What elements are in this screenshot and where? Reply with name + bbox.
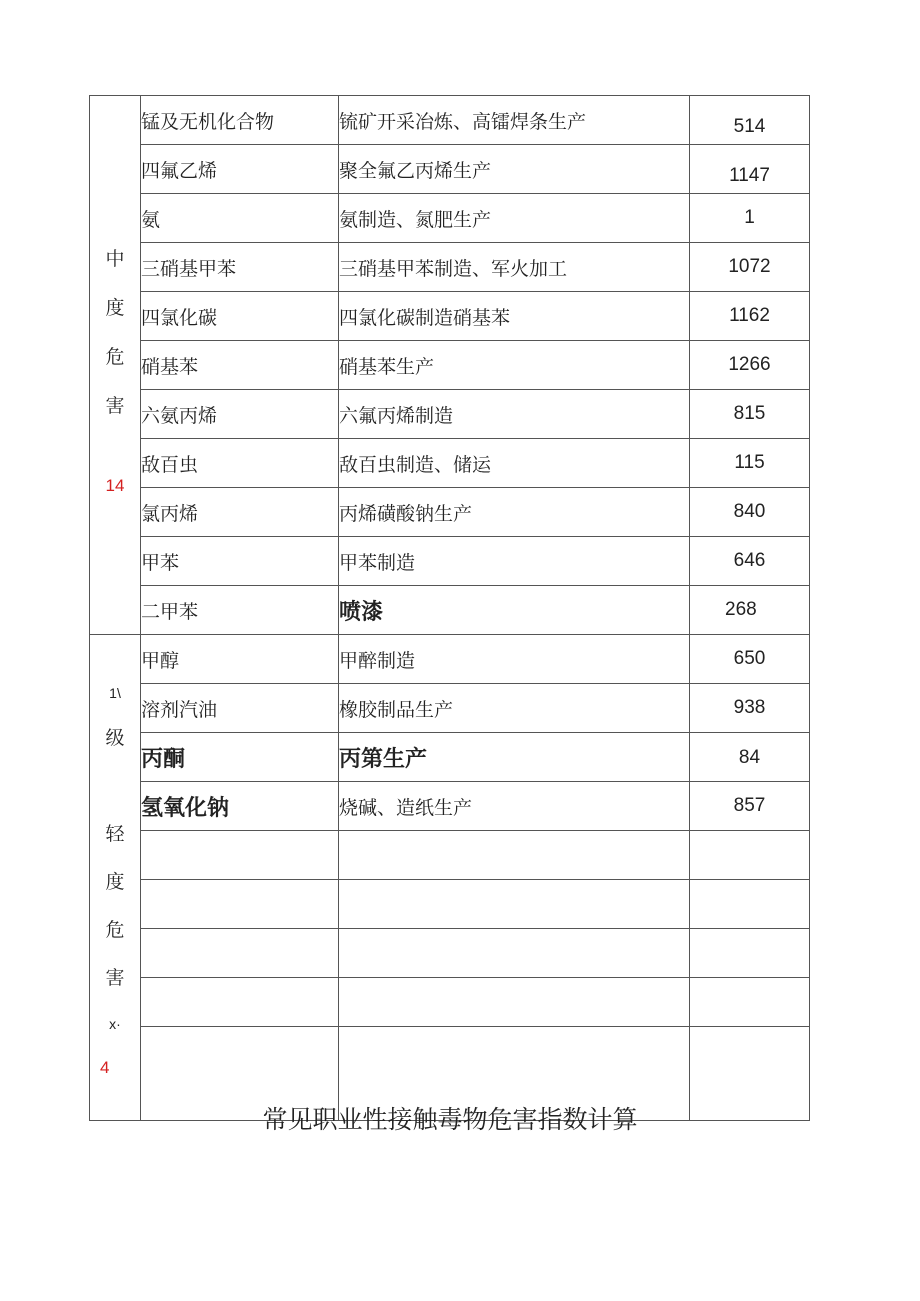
toxicant-name: 锰及无机化合物 (141, 96, 339, 145)
exposure-process: 甲醉制造 (339, 635, 690, 684)
category-char: 中 (105, 247, 125, 270)
exposure-process: 敌百虫制造、储运 (339, 439, 690, 488)
category-mark: 1\ (109, 684, 121, 701)
hazard-index: 1 (690, 194, 810, 243)
exposure-process: 六氟丙烯制造 (339, 390, 690, 439)
exposure-process (339, 586, 690, 635)
hazard-index: 840 (690, 488, 810, 537)
category-char: 度 (105, 296, 125, 319)
category-mild-hazard (90, 635, 141, 1121)
toxicant-name-text: 丙酮 (141, 746, 186, 772)
table-caption: 常见职业性接触毒物危害指数计算 (262, 1105, 638, 1134)
category-note: x· (109, 1015, 121, 1032)
exposure-process: 烧碱、造纸生产 (339, 782, 690, 831)
table-row (90, 586, 810, 635)
exposure-process: 锍矿开采冶炼、高镭焊条生产 (339, 96, 690, 145)
table-row (90, 684, 810, 733)
toxicant-name: 二甲苯 (141, 586, 339, 635)
category-count: 14 (105, 475, 125, 495)
hazard-index: 84 (690, 733, 810, 782)
toxicant-name-text: 氢氧化钠 (141, 795, 230, 821)
category-char: 危 (105, 918, 125, 941)
toxicant-name: 硝基苯 (141, 341, 339, 390)
hazard-index: 815 (690, 390, 810, 439)
exposure-process-text: 喷漆 (339, 599, 384, 625)
toxicant-name: 溶剂汽油 (141, 684, 339, 733)
toxicant-name: 四氟乙烯 (141, 145, 339, 194)
category-moderate-hazard (90, 96, 141, 635)
toxicant-name: 敌百虫 (141, 439, 339, 488)
table-row (90, 733, 810, 782)
hazard-index: 1266 (690, 341, 810, 390)
category-char: 害 (105, 394, 125, 417)
hazard-index: 1147 (690, 145, 810, 194)
hazard-index: 514 (690, 96, 810, 145)
exposure-process-text: 丙第生产 (339, 746, 428, 772)
table-row-empty (90, 978, 810, 1027)
exposure-process: 甲苯制造 (339, 537, 690, 586)
table-row-empty (90, 929, 810, 978)
table-row-empty (90, 831, 810, 880)
toxicant-name (141, 782, 339, 831)
exposure-process (339, 733, 690, 782)
table-row (90, 341, 810, 390)
exposure-process: 聚全氟乙丙烯生产 (339, 145, 690, 194)
hazard-index: 1162 (690, 292, 810, 341)
category-char: 轻 (105, 822, 125, 845)
exposure-process: 四氯化碳制造硝基苯 (339, 292, 690, 341)
category-count: 4 (100, 1057, 110, 1077)
exposure-process: 三硝基甲苯制造、军火加工 (339, 243, 690, 292)
table-row (90, 488, 810, 537)
toxicant-name: 四氯化碳 (141, 292, 339, 341)
toxicant-name: 氯丙烯 (141, 488, 339, 537)
hazard-index: 650 (690, 635, 810, 684)
toxicant-name: 氨 (141, 194, 339, 243)
category-char: 度 (105, 870, 125, 893)
hazard-index: 646 (690, 537, 810, 586)
toxicant-name (141, 733, 339, 782)
table-row (90, 243, 810, 292)
exposure-process: 丙烯磺酸钠生产 (339, 488, 690, 537)
category-char: 级 (105, 726, 125, 749)
exposure-process: 硝基苯生产 (339, 341, 690, 390)
table-row (90, 292, 810, 341)
table-row (90, 635, 810, 684)
category-char: 害 (105, 966, 125, 989)
table-row (90, 439, 810, 488)
hazard-index: 857 (690, 782, 810, 831)
hazard-index: 1072 (690, 243, 810, 292)
category-char: 危 (105, 345, 125, 368)
table-row (90, 782, 810, 831)
table-row (90, 537, 810, 586)
table-row (90, 390, 810, 439)
toxicant-name: 甲醇 (141, 635, 339, 684)
table-row-empty (90, 880, 810, 929)
toxicant-name: 六氨丙烯 (141, 390, 339, 439)
table-row (90, 194, 810, 243)
hazard-index: 115 (690, 439, 810, 488)
table-row (90, 145, 810, 194)
hazard-index-table (89, 95, 810, 1121)
exposure-process: 橡胶制品生产 (339, 684, 690, 733)
toxicant-name: 甲苯 (141, 537, 339, 586)
hazard-index: 268 (690, 586, 810, 635)
table-row (90, 96, 810, 145)
toxicant-name: 三硝基甲苯 (141, 243, 339, 292)
exposure-process: 氨制造、氮肥生产 (339, 194, 690, 243)
hazard-index: 938 (690, 684, 810, 733)
